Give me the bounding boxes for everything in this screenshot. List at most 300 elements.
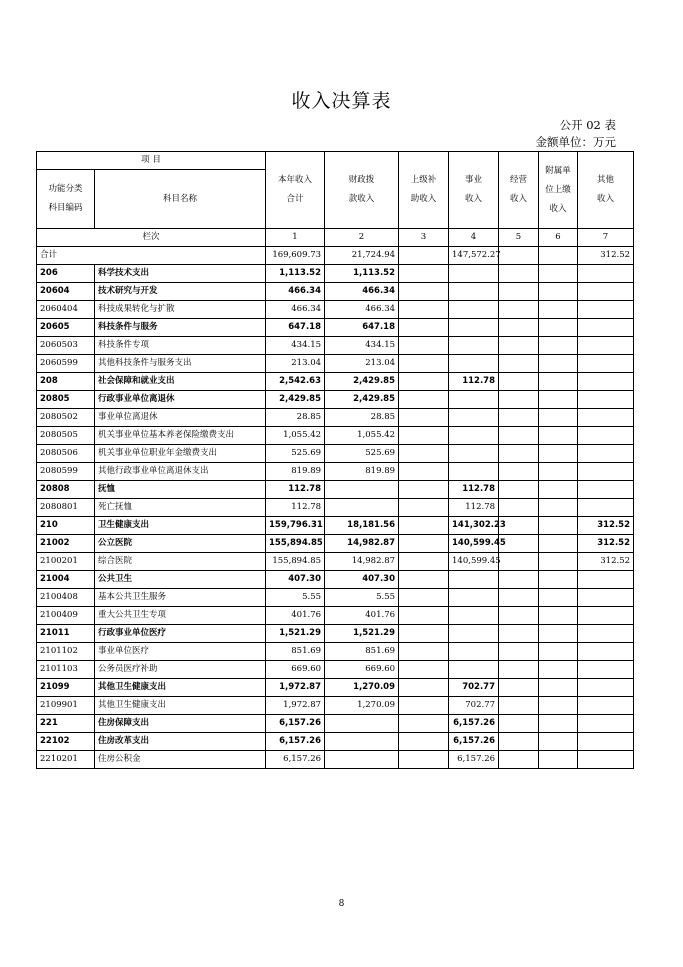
row-code: 20808 <box>37 481 95 499</box>
cell-c3 <box>399 319 449 337</box>
cell-c7 <box>578 625 634 643</box>
cell-c3 <box>399 265 449 283</box>
cell-c7 <box>578 319 634 337</box>
cell-c2: 2,429.85 <box>325 373 399 391</box>
cell-c7 <box>578 355 634 373</box>
cell-c5 <box>499 661 539 679</box>
row-name: 行政事业单位离退休 <box>95 391 266 409</box>
table-row <box>37 535 634 553</box>
row-code: 20605 <box>37 319 95 337</box>
header-col-6: 附属单 位上缴 收入 <box>539 152 578 229</box>
cell-c6 <box>539 679 578 697</box>
row-code: 2060599 <box>37 355 95 373</box>
cell-c4 <box>449 607 499 625</box>
form-number: 公开 02 表 <box>559 118 616 132</box>
cell-c3 <box>399 481 449 499</box>
cell-c2: 851.69 <box>325 643 399 661</box>
cell-c5 <box>499 409 539 427</box>
col-number: 1 <box>266 229 325 247</box>
row-name: 住房保障支出 <box>95 715 266 733</box>
cell-c3 <box>399 643 449 661</box>
cell-c3 <box>399 463 449 481</box>
cell-c2: 647.18 <box>325 319 399 337</box>
table-row <box>37 481 634 499</box>
table-row <box>37 589 634 607</box>
cell-c6 <box>539 751 578 769</box>
row-code: 221 <box>37 715 95 733</box>
header-code: 功能分类 科目编码 <box>37 170 95 229</box>
cell-c5 <box>499 499 539 517</box>
cell-c3 <box>399 715 449 733</box>
table-row <box>37 319 634 337</box>
row-code: 2210201 <box>37 751 95 769</box>
row-code: 210 <box>37 517 95 535</box>
cell-c1: 466.34 <box>266 301 325 319</box>
cell-c2: 14,982.87 <box>325 535 399 553</box>
table-row <box>37 571 634 589</box>
cell-c7 <box>578 481 634 499</box>
cell-c7 <box>578 427 634 445</box>
cell-c3 <box>399 697 449 715</box>
page-number: 8 <box>338 899 345 909</box>
cell-c3 <box>399 661 449 679</box>
table-row <box>37 463 634 481</box>
cell-c5 <box>499 553 539 571</box>
table-row <box>37 445 634 463</box>
cell-c6 <box>539 301 578 319</box>
cell-c7 <box>578 337 634 355</box>
cell-c2: 2,429.85 <box>325 391 399 409</box>
row-code: 21002 <box>37 535 95 553</box>
cell-c4 <box>449 571 499 589</box>
row-code: 2100201 <box>37 553 95 571</box>
cell-c6 <box>539 445 578 463</box>
row-name: 重大公共卫生专项 <box>95 607 266 625</box>
cell-c7 <box>578 589 634 607</box>
row-name: 公立医院 <box>95 535 266 553</box>
cell-c5 <box>499 643 539 661</box>
row-code: 2101103 <box>37 661 95 679</box>
cell-c5 <box>499 679 539 697</box>
row-label: 栏次 <box>37 229 266 247</box>
page-title: 收入决算表 <box>291 90 392 112</box>
cell-c6 <box>539 481 578 499</box>
cell-c5 <box>499 337 539 355</box>
header-col-2: 财政拨 款收入 <box>325 152 399 229</box>
cell-c4 <box>449 355 499 373</box>
cell-c3 <box>399 373 449 391</box>
cell-c3 <box>399 445 449 463</box>
cell-c4: 6,157.26 <box>449 715 499 733</box>
cell-c6 <box>539 409 578 427</box>
cell-c4: 112.78 <box>449 481 499 499</box>
table-row <box>37 697 634 715</box>
cell-c1: 112.78 <box>266 481 325 499</box>
cell-c3 <box>399 301 449 319</box>
col-number: 5 <box>499 229 539 247</box>
cell-c6 <box>539 589 578 607</box>
cell-c6 <box>539 463 578 481</box>
cell-c1: 2,429.85 <box>266 391 325 409</box>
cell-c2: 14,982.87 <box>325 553 399 571</box>
cell-c7 <box>578 499 634 517</box>
row-name: 住房公积金 <box>95 751 266 769</box>
table-row <box>37 427 634 445</box>
row-code: 206 <box>37 265 95 283</box>
row-code: 2080502 <box>37 409 95 427</box>
cell-c4 <box>449 445 499 463</box>
cell-c1: 1,521.29 <box>266 625 325 643</box>
row-code: 合计 <box>37 247 266 265</box>
cell-c4 <box>449 301 499 319</box>
cell-c7 <box>578 409 634 427</box>
cell-c1: 169,609.73 <box>266 247 325 265</box>
cell-c5 <box>499 481 539 499</box>
cell-c7 <box>578 265 634 283</box>
row-name: 机关事业单位职业年金缴费支出 <box>95 445 266 463</box>
cell-c6 <box>539 715 578 733</box>
cell-c4 <box>449 463 499 481</box>
cell-c6 <box>539 499 578 517</box>
cell-c7: 312.52 <box>578 553 634 571</box>
cell-c6 <box>539 625 578 643</box>
cell-c7: 312.52 <box>578 535 634 553</box>
cell-c6 <box>539 661 578 679</box>
cell-c4 <box>449 643 499 661</box>
cell-c3 <box>399 355 449 373</box>
cell-c6 <box>539 337 578 355</box>
col-number: 3 <box>399 229 449 247</box>
cell-c5 <box>499 301 539 319</box>
cell-c6 <box>539 535 578 553</box>
cell-c7 <box>578 463 634 481</box>
row-code: 21011 <box>37 625 95 643</box>
cell-c6 <box>539 643 578 661</box>
col-number: 4 <box>449 229 499 247</box>
row-name: 公共卫生 <box>95 571 266 589</box>
table-row <box>37 607 634 625</box>
header-col-1: 本年收入 合计 <box>266 152 325 229</box>
cell-c4 <box>449 409 499 427</box>
row-name: 事业单位离退休 <box>95 409 266 427</box>
cell-c7 <box>578 571 634 589</box>
cell-c7 <box>578 733 634 751</box>
header-row-1 <box>37 152 634 170</box>
header-name: 科目名称 <box>95 170 266 229</box>
table-row <box>37 391 634 409</box>
cell-c2: 1,055.42 <box>325 427 399 445</box>
cell-c2 <box>325 751 399 769</box>
cell-c6 <box>539 733 578 751</box>
cell-c7 <box>578 373 634 391</box>
cell-c2 <box>325 481 399 499</box>
header-col-4: 事业 收入 <box>449 152 499 229</box>
table-row <box>37 283 634 301</box>
cell-c4 <box>449 283 499 301</box>
cell-c7 <box>578 283 634 301</box>
cell-c5 <box>499 445 539 463</box>
cell-c6 <box>539 319 578 337</box>
cell-c1: 6,157.26 <box>266 715 325 733</box>
cell-c1: 819.89 <box>266 463 325 481</box>
cell-c2: 28.85 <box>325 409 399 427</box>
row-code: 2060404 <box>37 301 95 319</box>
row-name: 住房改革支出 <box>95 733 266 751</box>
cell-c4: 702.77 <box>449 679 499 697</box>
cell-c5 <box>499 751 539 769</box>
cell-c7 <box>578 679 634 697</box>
cell-c1: 647.18 <box>266 319 325 337</box>
cell-c5 <box>499 607 539 625</box>
header-col-5: 经营 收入 <box>499 152 539 229</box>
cell-c2: 434.15 <box>325 337 399 355</box>
cell-c2: 401.76 <box>325 607 399 625</box>
table-row <box>37 679 634 697</box>
header-col-3: 上级补 助收入 <box>399 152 449 229</box>
cell-c7 <box>578 661 634 679</box>
cell-c1: 6,157.26 <box>266 751 325 769</box>
row-name: 社会保障和就业支出 <box>95 373 266 391</box>
cell-c5 <box>499 625 539 643</box>
row-code: 2080506 <box>37 445 95 463</box>
cell-c5 <box>499 247 539 265</box>
row-name: 死亡抚恤 <box>95 499 266 517</box>
cell-c1: 28.85 <box>266 409 325 427</box>
cell-c5 <box>499 283 539 301</box>
header-item: 项 目 <box>37 152 266 170</box>
col-number: 6 <box>539 229 578 247</box>
cell-c6 <box>539 283 578 301</box>
table-row <box>37 355 634 373</box>
row-name: 科技成果转化与扩散 <box>95 301 266 319</box>
table-row <box>37 337 634 355</box>
cell-c6 <box>539 373 578 391</box>
row-code: 2080505 <box>37 427 95 445</box>
cell-c5 <box>499 427 539 445</box>
cell-c3 <box>399 733 449 751</box>
cell-c7: 312.52 <box>578 517 634 535</box>
cell-c2: 21,724.94 <box>325 247 399 265</box>
row-name: 其他科技条件与服务支出 <box>95 355 266 373</box>
cell-c3 <box>399 751 449 769</box>
table-row <box>37 409 634 427</box>
cell-c3 <box>399 679 449 697</box>
row-name: 机关事业单位基本养老保险缴费支出 <box>95 427 266 445</box>
table-row <box>37 517 634 535</box>
cell-c1: 1,972.87 <box>266 679 325 697</box>
cell-c4: 112.78 <box>449 373 499 391</box>
cell-c5 <box>499 373 539 391</box>
row-name: 公务员医疗补助 <box>95 661 266 679</box>
cell-c3 <box>399 409 449 427</box>
cell-c4: 702.77 <box>449 697 499 715</box>
cell-c1: 525.69 <box>266 445 325 463</box>
column-number-row <box>37 229 634 247</box>
cell-c5 <box>499 697 539 715</box>
row-code: 2100409 <box>37 607 95 625</box>
income-table <box>36 151 634 769</box>
cell-c2: 1,270.09 <box>325 679 399 697</box>
cell-c4: 6,157.26 <box>449 733 499 751</box>
row-name: 卫生健康支出 <box>95 517 266 535</box>
row-code: 21099 <box>37 679 95 697</box>
cell-c1: 669.60 <box>266 661 325 679</box>
cell-c6 <box>539 697 578 715</box>
table-row <box>37 625 634 643</box>
cell-c2: 1,521.29 <box>325 625 399 643</box>
cell-c4 <box>449 661 499 679</box>
row-name: 综合医院 <box>95 553 266 571</box>
cell-c2: 407.30 <box>325 571 399 589</box>
cell-c4 <box>449 625 499 643</box>
cell-c1: 851.69 <box>266 643 325 661</box>
cell-c2 <box>325 715 399 733</box>
cell-c3 <box>399 427 449 445</box>
cell-c5 <box>499 715 539 733</box>
row-code: 21004 <box>37 571 95 589</box>
cell-c4: 147,572.27 <box>449 247 499 265</box>
table-row <box>37 733 634 751</box>
table-row <box>37 265 634 283</box>
cell-c2: 1,113.52 <box>325 265 399 283</box>
cell-c5 <box>499 463 539 481</box>
cell-c1: 1,113.52 <box>266 265 325 283</box>
cell-c1: 2,542.63 <box>266 373 325 391</box>
cell-c1: 6,157.26 <box>266 733 325 751</box>
cell-c4 <box>449 391 499 409</box>
col-number: 2 <box>325 229 399 247</box>
cell-c1: 213.04 <box>266 355 325 373</box>
cell-c6 <box>539 517 578 535</box>
row-name: 科技条件与服务 <box>95 319 266 337</box>
cell-c5 <box>499 589 539 607</box>
cell-c3 <box>399 283 449 301</box>
cell-c2: 213.04 <box>325 355 399 373</box>
cell-c3 <box>399 517 449 535</box>
cell-c3 <box>399 499 449 517</box>
cell-c7 <box>578 697 634 715</box>
cell-c2 <box>325 733 399 751</box>
cell-c7 <box>578 301 634 319</box>
cell-c2: 525.69 <box>325 445 399 463</box>
cell-c3 <box>399 535 449 553</box>
row-code: 2060503 <box>37 337 95 355</box>
cell-c6 <box>539 427 578 445</box>
table-row <box>37 715 634 733</box>
cell-c5 <box>499 391 539 409</box>
cell-c2: 466.34 <box>325 301 399 319</box>
cell-c5 <box>499 355 539 373</box>
cell-c4 <box>449 427 499 445</box>
cell-c7 <box>578 445 634 463</box>
row-name: 其他行政事业单位离退休支出 <box>95 463 266 481</box>
row-name: 其他卫生健康支出 <box>95 679 266 697</box>
row-code: 2101102 <box>37 643 95 661</box>
cell-c3 <box>399 553 449 571</box>
row-code: 20805 <box>37 391 95 409</box>
row-name: 行政事业单位医疗 <box>95 625 266 643</box>
row-name: 基本公共卫生服务 <box>95 589 266 607</box>
cell-c1: 155,894.85 <box>266 553 325 571</box>
row-name: 科学技术支出 <box>95 265 266 283</box>
cell-c5 <box>499 571 539 589</box>
cell-c4 <box>449 337 499 355</box>
cell-c1: 401.76 <box>266 607 325 625</box>
table-row <box>37 751 634 769</box>
cell-c3 <box>399 337 449 355</box>
col-number: 7 <box>578 229 634 247</box>
table-row <box>37 247 634 265</box>
cell-c7 <box>578 607 634 625</box>
cell-c7: 312.52 <box>578 247 634 265</box>
cell-c6 <box>539 265 578 283</box>
cell-c5 <box>499 733 539 751</box>
table-row <box>37 301 634 319</box>
cell-c4 <box>449 589 499 607</box>
table-row <box>37 373 634 391</box>
row-name: 抚恤 <box>95 481 266 499</box>
table-row <box>37 661 634 679</box>
row-code: 208 <box>37 373 95 391</box>
cell-c7 <box>578 751 634 769</box>
row-code: 22102 <box>37 733 95 751</box>
cell-c1: 434.15 <box>266 337 325 355</box>
cell-c6 <box>539 553 578 571</box>
table-row <box>37 499 634 517</box>
cell-c4: 141,302.23 <box>449 517 499 535</box>
cell-c1: 155,894.85 <box>266 535 325 553</box>
cell-c6 <box>539 607 578 625</box>
cell-c1: 1,972.87 <box>266 697 325 715</box>
cell-c3 <box>399 607 449 625</box>
cell-c1: 159,796.31 <box>266 517 325 535</box>
cell-c2: 18,181.56 <box>325 517 399 535</box>
row-name: 事业单位医疗 <box>95 643 266 661</box>
row-code: 2080599 <box>37 463 95 481</box>
cell-c7 <box>578 643 634 661</box>
cell-c6 <box>539 247 578 265</box>
cell-c3 <box>399 391 449 409</box>
row-name: 技术研究与开发 <box>95 283 266 301</box>
cell-c2: 669.60 <box>325 661 399 679</box>
cell-c3 <box>399 625 449 643</box>
cell-c1: 466.34 <box>266 283 325 301</box>
cell-c7 <box>578 715 634 733</box>
cell-c1: 5.55 <box>266 589 325 607</box>
cell-c1: 112.78 <box>266 499 325 517</box>
cell-c1: 407.30 <box>266 571 325 589</box>
cell-c4 <box>449 265 499 283</box>
cell-c4 <box>449 319 499 337</box>
header-col-7: 其他 收入 <box>578 152 634 229</box>
cell-c1: 1,055.42 <box>266 427 325 445</box>
cell-c2: 466.34 <box>325 283 399 301</box>
cell-c6 <box>539 571 578 589</box>
cell-c4: 140,599.45 <box>449 553 499 571</box>
cell-c4: 6,157.26 <box>449 751 499 769</box>
cell-c2 <box>325 499 399 517</box>
cell-c3 <box>399 589 449 607</box>
cell-c6 <box>539 391 578 409</box>
cell-c5 <box>499 265 539 283</box>
cell-c4: 140,599.45 <box>449 535 499 553</box>
table-row <box>37 643 634 661</box>
cell-c3 <box>399 571 449 589</box>
cell-c2: 1,270.09 <box>325 697 399 715</box>
row-code: 2080801 <box>37 499 95 517</box>
cell-c2: 819.89 <box>325 463 399 481</box>
row-code: 20604 <box>37 283 95 301</box>
